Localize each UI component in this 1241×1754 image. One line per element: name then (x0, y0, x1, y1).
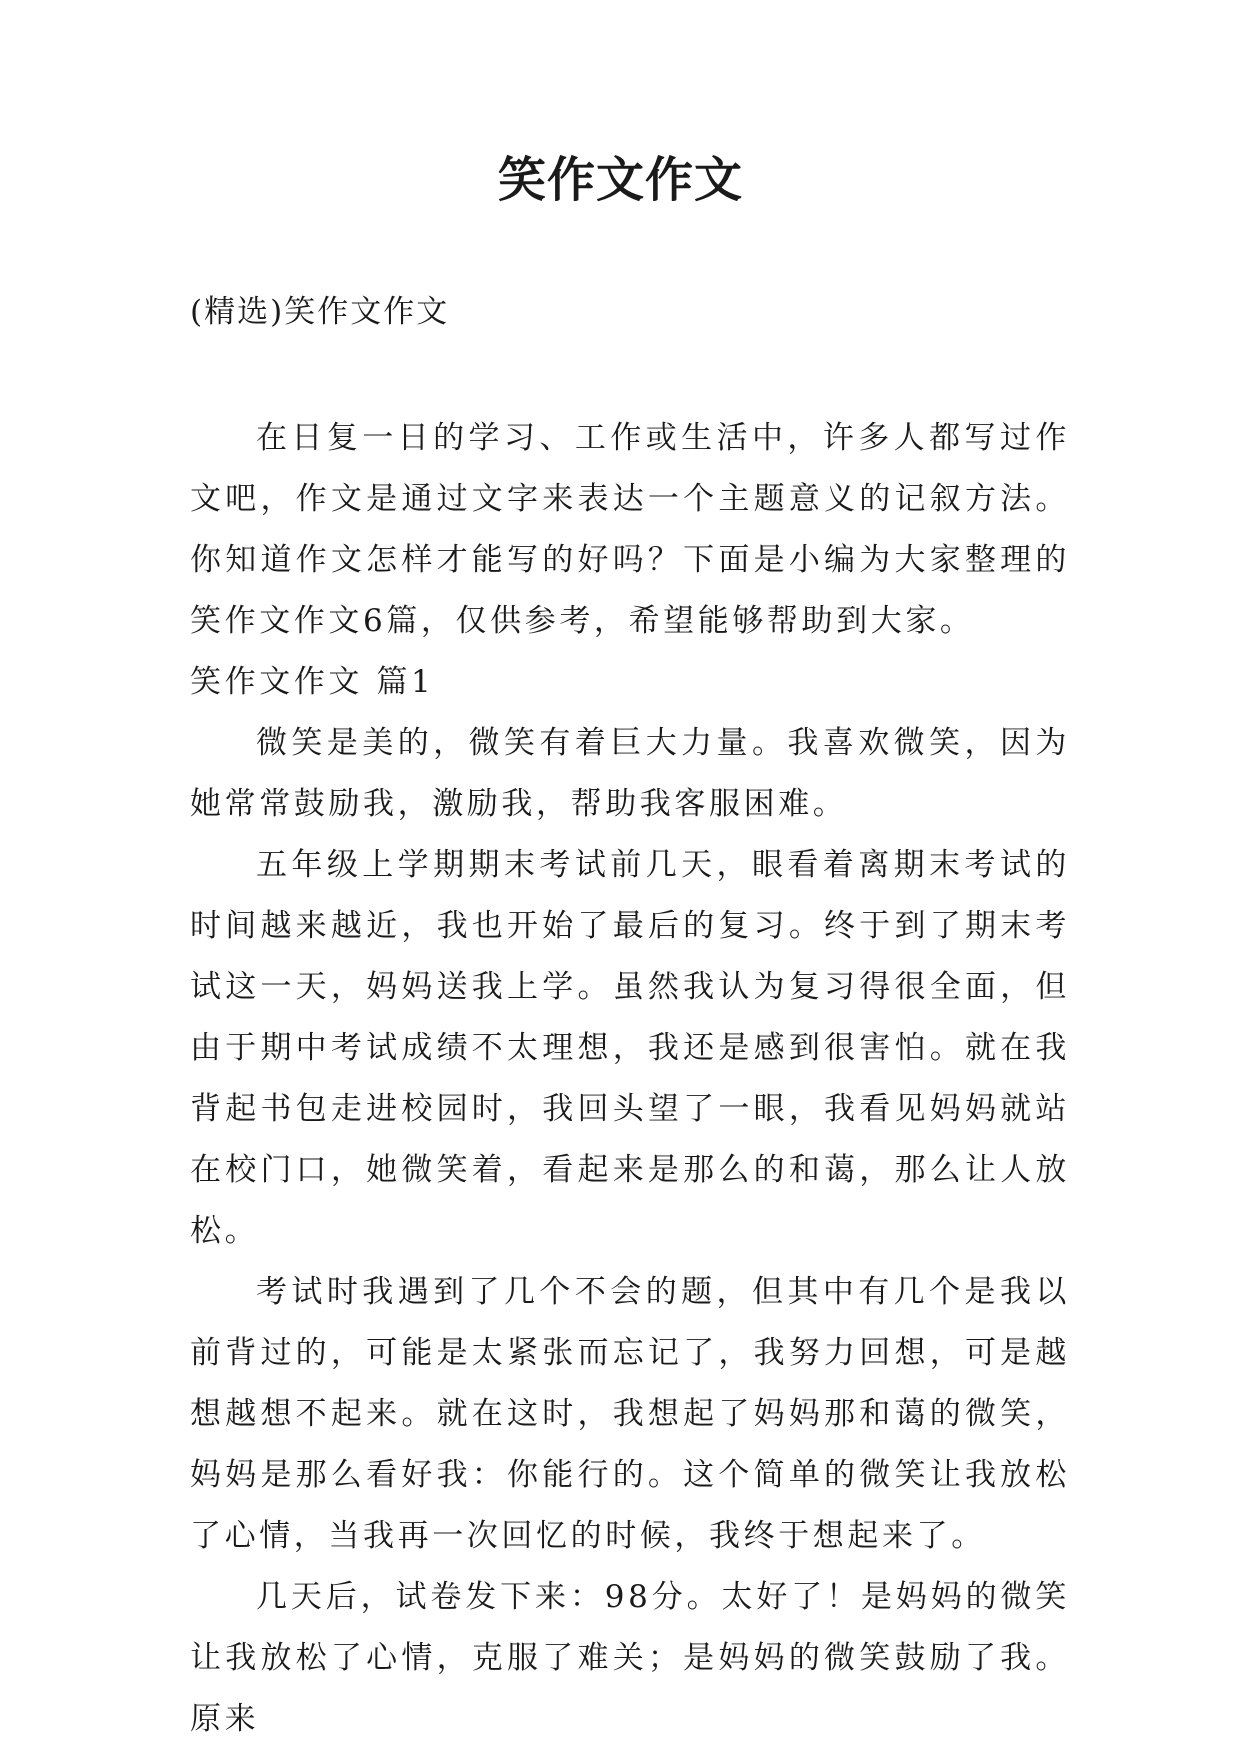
paragraph: 五年级上学期期末考试前几天，眼看着离期末考试的时间越来越近，我也开始了最后的复习。终于到了期末考试这一天，妈妈送我上学。虽然我认为复习得很全面，但由于期中考试成绩不太理想，我还是感到很害怕。就在我背起书包走进校园时，我回头望了一眼，我看见妈妈就站在校门口，她微笑着，看起来是那么的和蔼，那么让人放松。 (190, 847, 1070, 1249)
paragraph-intro: 在日复一日的学习、工作或生活中，许多人都写过作文吧，作文是通过文字来表达一个主题意义的记叙方法。你知道作文怎样才能写的好吗？下面是小编为大家整理的笑作文作文6篇，仅供参考，希望能够帮助到大家。 (190, 420, 1070, 639)
document-body (190, 408, 1070, 1750)
paragraph: 考试时我遇到了几个不会的题，但其中有几个是我以前背过的，可能是太紧张而忘记了，我努力回想，可是越想越想不起来。就在这时，我想起了妈妈那和蔼的微笑，妈妈是那么看好我：你能行的。这个简单的微笑让我放松了心情，当我再一次回忆的时候，我终于想起来了。 (190, 1274, 1070, 1554)
document-subtitle: (精选)笑作文作文 (190, 294, 450, 330)
section-heading: 笑作文作文 篇1 (190, 664, 435, 700)
paragraph: 微笑是美的，微笑有着巨大力量。我喜欢微笑，因为她常常鼓励我，激励我，帮助我客服困难。 (190, 725, 1070, 822)
paragraph: 几天后，试卷发下来：98分。太好了！是妈妈的微笑让我放松了心情，克服了难关；是妈妈的微笑鼓励了我。原来 (190, 1579, 1070, 1737)
document-title: 笑作文作文 (497, 152, 743, 208)
